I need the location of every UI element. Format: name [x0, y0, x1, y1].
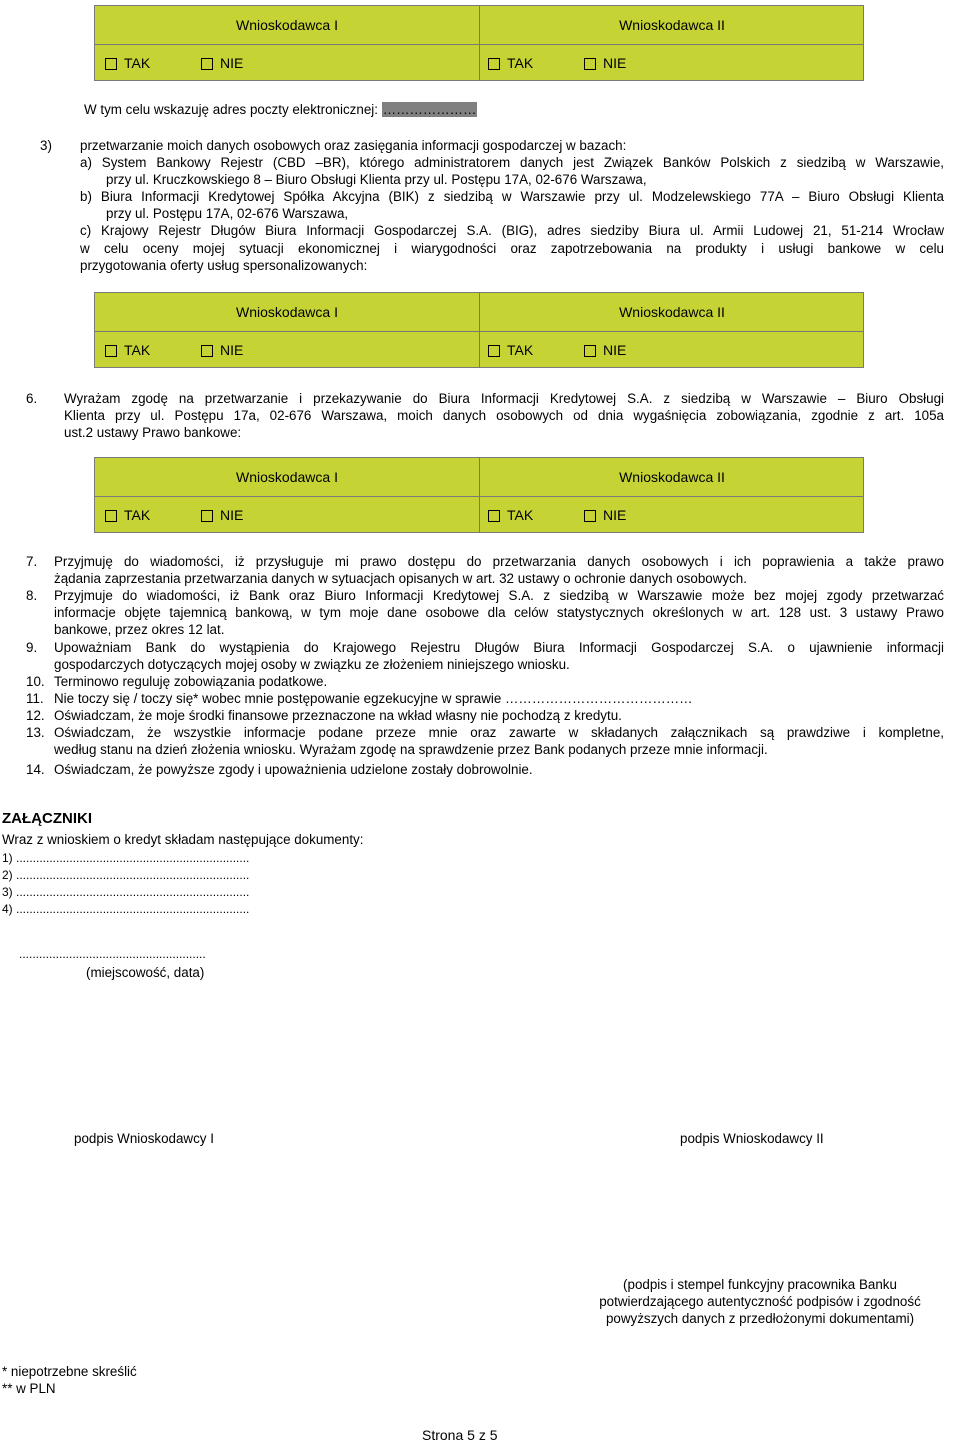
checkbox-icon[interactable] [488, 58, 500, 70]
attachment-line-2[interactable]: 2) ...................................................................... [2, 868, 250, 882]
applicant2-header: Wnioskodawca II [480, 6, 864, 45]
item-9-number: 9. [26, 640, 38, 655]
applicant2-column [480, 458, 864, 532]
applicant2-header: Wnioskodawca II [480, 458, 864, 497]
item-11-number: 11. [26, 691, 44, 706]
s3-a-line2: przy ul. Kruczkowskiego 8 – Biuro Obsługi Klienta przy ul. Postępu 17A, 02-676 Warszawa, [106, 172, 647, 187]
attachments-intro: Wraz z wnioskiem o kredyt składam następujące dokumenty: [2, 832, 364, 847]
item-12-number: 12. [26, 708, 45, 723]
item-14-number: 14. [26, 762, 45, 777]
item-10-number: 10. [26, 674, 45, 689]
checkbox-icon[interactable] [201, 510, 213, 522]
s6-line1: Wyrażam zgodę na przetwarzanie i przekazywanie do Biura Informacji Kredytowej S.A. z siedzibą w Warszawie – Biuro Obsługi [64, 391, 944, 406]
checkbox-icon[interactable] [488, 345, 500, 357]
s6-line2: Klienta przy ul. Postępu 17a, 02-676 Warszawa, moich danych osobowych od dnia wygaśnięcia zobowiązania, zgodnie z art. 105a [64, 408, 944, 423]
applicant1-no-option[interactable]: NIE [201, 55, 243, 72]
item-10-line1: Terminowo reguluję zobowiązania podatkowe. [54, 674, 328, 689]
item-13-number: 13. [26, 725, 45, 740]
checkbox-icon[interactable] [584, 510, 596, 522]
s3-b-line2: przy ul. Postępu 17A, 02-676 Warszawa, [106, 206, 349, 221]
checkbox-icon[interactable] [584, 58, 596, 70]
item-13-line2: według stanu na dzień złożenia wniosku. Wyrażam zgodę na sprawdzenie przez Bank podanych przeze mnie informacji. [54, 742, 768, 757]
email-field[interactable]: ………………… [382, 102, 477, 117]
applicant1-yes-option[interactable]: TAK [105, 342, 150, 359]
item-8-number: 8. [26, 588, 38, 603]
s6-line3: ust.2 ustawy Prawo bankowe: [64, 425, 242, 440]
footnote-1: * niepotrzebne skreślić [2, 1364, 137, 1379]
applicant2-column [480, 6, 864, 80]
page-number: Strona 5 z 5 [422, 1427, 498, 1443]
signature-applicant2: podpis Wnioskodawcy II [680, 1131, 824, 1146]
item-13-line1: Oświadczam, że wszystkie informacje podane przeze mnie oraz zawarte w składanych załącznikach są prawdziwe i kompletne, [54, 725, 944, 740]
attachment-line-3[interactable]: 3) ...................................................................... [2, 885, 250, 899]
item-9-line1: Upoważniam Bank do wystąpienia do Krajowego Rejestru Długów Biura Informacji Gospodarczej S.A. o ujawnienie informacji [54, 640, 944, 655]
applicant1-column [95, 6, 480, 80]
applicant1-header: Wnioskodawca I [95, 458, 479, 497]
attachment-line-1[interactable]: 1) ...................................................................... [2, 851, 250, 865]
applicant2-yes-option[interactable]: TAK [488, 55, 533, 72]
s3-intro: przetwarzanie moich danych osobowych oraz zasięgania informacji gospodarczej w bazach: [80, 138, 627, 153]
item-8-line2: informacje objęte tajemnicą bankową, w tym moje dane osobowe dla celów statystycznych określonych w art. 128 ust. 3 ustawy Prawo [54, 605, 944, 620]
checkbox-icon[interactable] [201, 345, 213, 357]
signature-applicant1: podpis Wnioskodawcy I [74, 1131, 214, 1146]
attachments-title: ZAŁĄCZNIKI [2, 810, 92, 827]
item-9-line2: gospodarczych dotyczących mojej osoby w związku ze złożeniem niniejszego wniosku. [54, 657, 570, 672]
item-7-line1: Przyjmuję do wiadomości, iż przysługuje mi prawo dostępu do przetwarzania danych osobowych i ich poprawienia a także prawo [54, 554, 944, 569]
applicant1-no-option[interactable]: NIE [201, 507, 243, 524]
bank-stamp-block: (podpis i stempel funkcyjny pracownika Banku potwierdzającego autentyczność podpisów i zgodność powyższych danych z przedłożonymi dokumentami) [599, 1277, 921, 1326]
email-line: W tym celu wskazuję adres poczty elektronicznej: ………………… [84, 102, 477, 117]
item-12-line1: Oświadczam, że moje środki finansowe przeznaczone na wkład własny nie pochodzą z kredytu. [54, 708, 622, 723]
applicant1-yes-option[interactable]: TAK [105, 55, 150, 72]
item-11-line1: Nie toczy się / toczy się* wobec mnie postępowanie egzekucyjne w sprawie …………………………………… [54, 691, 693, 706]
applicant1-column [95, 293, 480, 367]
applicant1-column [95, 458, 480, 532]
s3-d-line2: przygotowania oferty usług spersonalizowanych: [80, 258, 368, 273]
checkbox-icon[interactable] [488, 510, 500, 522]
applicant2-column [480, 293, 864, 367]
item-8-line1: Przyjmuje do wiadomości, iż Bank oraz Biuro Informacji Kredytowej S.A. z siedzibą w Warszawie może bez mojej zgody przetwarzać [54, 588, 944, 603]
applicant2-header: Wnioskodawca II [480, 293, 864, 332]
checkbox-icon[interactable] [105, 345, 117, 357]
checkbox-icon[interactable] [201, 58, 213, 70]
place-date-field[interactable]: ........................................................ [19, 947, 206, 961]
item-7-number: 7. [26, 554, 38, 569]
item-7-line2: żądania zaprzestania przetwarzania danych w sytuacjach opisanych w art. 32 ustawy o ochronie danych osobowych. [54, 571, 747, 586]
applicant1-header: Wnioskodawca I [95, 6, 479, 45]
applicant2-yes-option[interactable]: TAK [488, 507, 533, 524]
s3-c-line1: c) Krajowy Rejestr Długów Biura Informacji Gospodarczej S.A. (BIG), adres siedziby Biura ul. Armii Ludowej 21, 51-214 Wrocław [80, 223, 944, 238]
item-14-line1: Oświadczam, że powyższe zgody i upoważnienia udzielone zostały dobrowolnie. [54, 762, 533, 777]
place-date-label: (miejscowość, data) [86, 965, 205, 980]
s3-d-line1: w celu oceny mojej sytuacji ekonomicznej i wiarygodności oraz zapotrzebowania na produkty i usługi bankowe w celu [80, 241, 944, 256]
consent-table-2 [94, 292, 864, 368]
s3-a-line1: a) System Bankowy Rejestr (CBD –BR), którego administratorem danych jest Związek Banków Polskich z siedzibą w Warszawie, [80, 155, 944, 170]
checkbox-icon[interactable] [584, 345, 596, 357]
consent-table-3 [94, 457, 864, 533]
s6-number: 6. [26, 391, 38, 406]
footnote-2: ** w PLN [2, 1381, 56, 1396]
checkbox-icon[interactable] [105, 58, 117, 70]
s3-number: 3) [40, 138, 52, 153]
attachment-line-4[interactable]: 4) ...................................................................... [2, 902, 250, 916]
item-8-line3: bankowe, przez okres 12 lat. [54, 622, 225, 637]
applicant1-header: Wnioskodawca I [95, 293, 479, 332]
applicant1-no-option[interactable]: NIE [201, 342, 243, 359]
checkbox-icon[interactable] [105, 510, 117, 522]
s3-b-line1: b) Biura Informacji Kredytowej Spółka Akcyjna (BIK) z siedzibą w Warszawie przy ul. Modzelewskiego 77A – Biuro Obsługi Klienta [80, 189, 944, 204]
applicant2-no-option[interactable]: NIE [584, 342, 626, 359]
applicant2-yes-option[interactable]: TAK [488, 342, 533, 359]
applicant1-yes-option[interactable]: TAK [105, 507, 150, 524]
applicant2-no-option[interactable]: NIE [584, 507, 626, 524]
applicant2-no-option[interactable]: NIE [584, 55, 626, 72]
consent-table-1 [94, 5, 864, 81]
